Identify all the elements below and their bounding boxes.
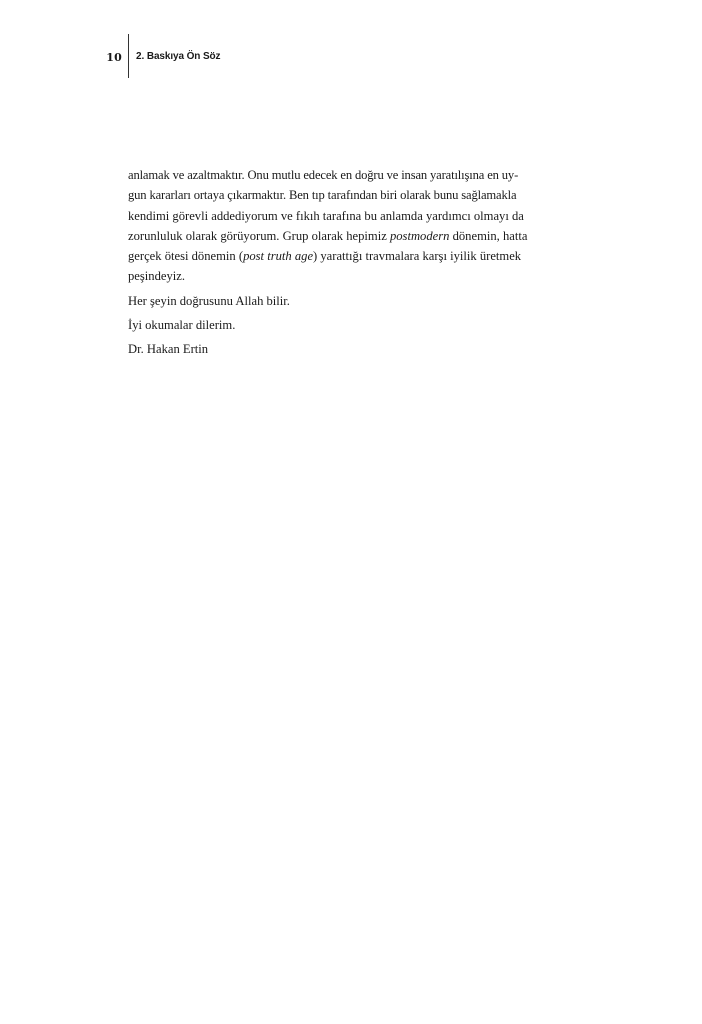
text-line: gerçek ötesi dönemin ( (128, 249, 244, 264)
paragraph-2: Her şeyin doğrusunu Allah bilir. (128, 293, 290, 308)
page-number: 10 (106, 51, 122, 64)
text-line: peşindeyiz. (128, 269, 186, 284)
paragraph-1 (128, 165, 588, 287)
paragraph-3: İyi okumalar dilerim. (128, 318, 236, 333)
signature: Dr. Hakan Ertin (128, 342, 209, 357)
text-line: gun kararları ortaya çıkarmaktır. Ben tıp tarafından biri olarak bunu sağlamakla (128, 188, 517, 203)
running-head: 2. Baskıya Ön Söz (136, 51, 221, 62)
text-line: ) yarattığı travmalara karşı iyilik üretmek (313, 249, 522, 264)
italic-term: post truth age (243, 249, 314, 264)
text-line: anlamak ve azaltmaktır. Onu mutlu edecek en doğru ve insan yaratılışına en uy- (128, 168, 519, 182)
header-divider (128, 34, 129, 78)
text-line: dönemin, hatta (449, 228, 528, 243)
italic-term: postmodern (389, 228, 450, 243)
body-text (128, 165, 588, 360)
text-line: zorunluluk olarak görüyorum. Grup olarak hepimiz (128, 228, 390, 243)
text-line: kendimi görevli addediyorum ve fıkıh tarafına bu anlamda yardımcı olmayı da (128, 208, 524, 223)
page-header (0, 34, 702, 78)
